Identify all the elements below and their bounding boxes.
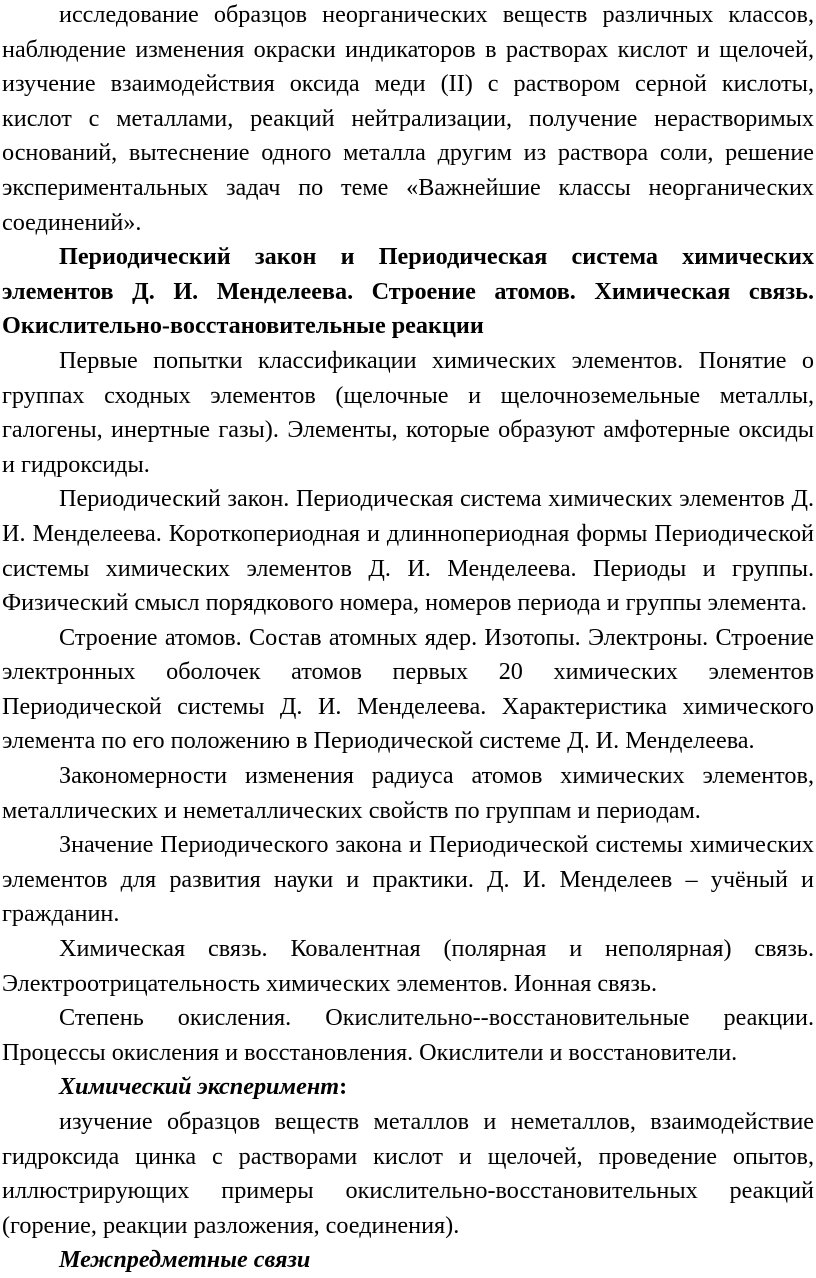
paragraph-significance: Значение Периодического закона и Периодической системы химических элементов для развития науки и практики. Д. И. Менделеев – учёный и гражданин. [2,831,814,928]
paragraph-experiment: изучение образцов веществ металлов и неметаллов, взаимодействие гидроксида цинка с растворами кислот и щелочей, проведение опытов, иллюстрирующих примеры окислительно-восстановительных реакций (горение, реакции разложения, соединения). [2,1108,814,1239]
intersubject-label: Межпредметные связи [59,1246,311,1274]
paragraph-regularities: Закономерности изменения радиуса атомов химических элементов, металлических и неметаллических свойств по группам и периодам. [2,762,814,824]
paragraph-lab-work: исследование образцов неорганических веществ различных классов, наблюдение изменения окраски индикаторов в растворах кислот и щелочей, изучение взаимодействия оксида меди (II) с раствором серной кислоты, кислот с металлами, реакций нейтрализации, получение нерастворимых оснований, вытеснение одного металла другим из раствора соли, решение экспериментальных задач по теме «Важнейшие классы неорганических соединений». [2,1,814,236]
experiment-label: Химический эксперимент [59,1073,340,1101]
experiment-colon: : [339,1073,348,1101]
paragraph-chemical-bond: Химическая связь. Ковалентная (полярная и неполярная) связь. Электроотрицательность химических элементов. Ионная связь. [2,935,814,997]
paragraph-atom-structure: Строение атомов. Состав атомных ядер. Изотопы. Электроны. Строение электронных оболочек атомов первых 20 химических элементов Периодической системы Д. И. Менделеева. Характеристика химического элемента по его положению в Периодической системе Д. И. Менделеева. [2,623,814,755]
paragraph-oxidation: Степень окисления. Окислительно--восстановительные реакции. Процессы окисления и восстановления. Окислители и восстановители. [2,1004,814,1066]
paragraph-periodic-law: Периодический закон. Периодическая система химических элементов Д. И. Менделеева. Короткопериодная и длиннопериодная формы Периодической системы химических элементов Д. И. Менделеева. Периоды и группы. Физический смысл порядкового номера, номеров периода и группы элемента. [2,485,814,617]
section-heading: Периодический закон и Периодическая система химических элементов Д. И. Менделеева. Строение атомов. Химическая связь. Окислительно-восстановительные реакции [2,243,814,340]
intersubject-heading [2,1243,814,1278]
paragraph-classification: Первые попытки классификации химических элементов. Понятие о группах сходных элементов (щелочные и щелочноземельные металлы, галогены, инертные газы). Элементы, которые образуют амфотерные оксиды и гидроксиды. [2,346,814,478]
experiment-heading [2,1070,814,1105]
